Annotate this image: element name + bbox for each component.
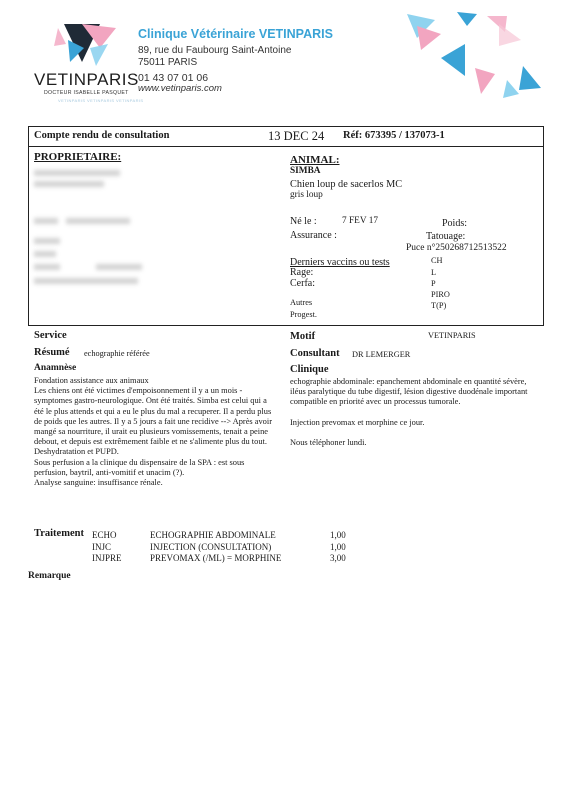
treatment-code: INJPRE — [92, 553, 122, 563]
anamnese-label: Anamnèse — [34, 363, 77, 373]
chip-number: Puce n°250268712513522 — [406, 243, 507, 253]
owner-name-redacted — [34, 170, 120, 176]
anamnese-line: debout, et depuis est extrêmement faible et ne s'alimente plus du tout. — [34, 437, 267, 447]
animal-color: gris loup — [290, 190, 323, 200]
consultant-value: DR LEMERGER — [352, 350, 411, 359]
treatment-qty: 1,00 — [330, 542, 346, 552]
clinic-phone: 01 43 07 01 06 — [138, 72, 209, 84]
service-label: Service — [34, 330, 67, 341]
anamnese-line: symptomes gastro-neurologique. Ont été traités. Simba est celui qui a — [34, 396, 267, 406]
clinique-line: echographie abdominale: epanchement abdominale en quantité sévère, — [290, 377, 527, 386]
table-row — [0, 553, 566, 565]
vaccine-code-l: L — [431, 268, 437, 277]
clinique-label: Clinique — [290, 364, 329, 375]
treatment-qty: 1,00 — [330, 530, 346, 540]
vaccines-title: Derniers vaccins ou tests — [290, 257, 390, 268]
owner-title: PROPRIETAIRE: — [34, 151, 122, 163]
brand-subtitle-faint: VETINPARIS VETINPARIS VETINPARIS — [58, 98, 144, 103]
report-date: 13 DEC 24 — [268, 129, 325, 143]
vaccine-code-tp: T(P) — [431, 301, 447, 310]
progest-label: Progest. — [290, 310, 317, 319]
born-label: Né le : — [290, 216, 317, 227]
resume-value: echographie référée — [84, 349, 150, 358]
anamnese-line: Les chiens ont été victimes d'empoisonnement il y a un mois - — [34, 386, 243, 396]
treatment-desc: PREVOMAX (/ML) = MORPHINE — [150, 553, 282, 563]
anamnese-line: Fondation assistance aux animaux — [34, 376, 149, 385]
logo-triangles-icon — [34, 18, 134, 70]
clinique-text — [290, 377, 542, 408]
injection-line: Injection prevomax et morphine ce jour. — [290, 418, 425, 427]
owner-address-redacted-1 — [34, 218, 58, 224]
owner-firstname-redacted — [34, 181, 104, 187]
treatment-code: INJC — [92, 542, 112, 552]
insurance-label: Assurance : — [290, 230, 337, 241]
treatment-qty: 3,00 — [330, 553, 346, 563]
clinic-website: www.vetinparis.com — [138, 83, 222, 94]
anamnese-line: Sous perfusion a la clinique du dispensaire de la SPA : est sous — [34, 457, 245, 467]
rage-label: Rage: — [290, 267, 314, 278]
clinique-line: compatible en priorité avec un processus tumorale. — [290, 397, 461, 407]
weight-label: Poids: — [442, 218, 468, 229]
owner-city-redacted — [34, 238, 60, 244]
brand-name: VETINPARIS — [34, 70, 139, 89]
table-row — [0, 530, 566, 542]
owner-email-redacted — [34, 278, 138, 284]
anamnese-line: de poids que les autres. Il y a 5 jours a fait une recidive --> Après avoir — [34, 416, 272, 426]
clinique-line: iléus paralytique du tube digestif, lésion digestive duodénale important — [290, 387, 528, 397]
owner-mobile-label-redacted — [34, 264, 60, 270]
anamnese-line: Analyse sanguine: insuffisance rénale. — [34, 478, 163, 488]
born-value: 7 FEV 17 — [342, 216, 378, 226]
treatment-label: Traitement — [34, 528, 84, 539]
anamnese-line: perfusion, baytril, anti-vomitif et unacim (?). — [34, 467, 185, 477]
decorative-triangles-icon — [395, 10, 545, 110]
brand-subtitle: DOCTEUR ISABELLE PASQUET — [44, 90, 129, 96]
resume-label: Résumé — [34, 347, 70, 358]
animal-name: SIMBA — [290, 166, 321, 176]
consultant-label: Consultant — [290, 348, 340, 359]
anamnese-line: Deshydratation et PUPD. — [34, 447, 119, 457]
call-line: Nous téléphoner lundi. — [290, 438, 367, 447]
treatment-desc: ECHOGRAPHIE ABDOMINALE — [150, 530, 276, 540]
anamnese-text — [34, 376, 284, 488]
vaccine-code-ch: CH — [431, 256, 443, 265]
address-line2: 75011 PARIS — [138, 57, 198, 68]
vaccine-code-p: P — [431, 279, 436, 288]
address-line1: 89, rue du Faubourg Saint-Antoine — [138, 45, 292, 56]
motif-value: VETINPARIS — [428, 331, 476, 340]
box-divider — [28, 146, 544, 147]
report-reference: Réf: 673395 / 137073-1 — [343, 130, 445, 141]
cerfa-label: Cerfa: — [290, 278, 315, 289]
owner-mobile-redacted — [96, 264, 142, 270]
anamnese-line: mangé sa nourriture, il urait eu plusieurs vomissements, tenait a peine — [34, 427, 268, 437]
autres-label: Autres — [290, 298, 313, 307]
owner-phone-label-redacted — [34, 251, 56, 257]
treatment-desc: INJECTION (CONSULTATION) — [150, 542, 272, 552]
anamnese-line: été le plus attends et qui a eu le plus du mal a recuperer. Il a perdu plus — [34, 406, 272, 416]
tattoo-label: Tatouage: — [426, 231, 466, 242]
clinic-name: Clinique Vétérinaire VETINPARIS — [138, 27, 333, 41]
animal-breed: Chien loup de sacerlos MC — [290, 179, 403, 190]
vaccine-code-piro: PIRO — [431, 290, 450, 299]
remarque-label: Remarque — [28, 571, 71, 581]
motif-label: Motif — [290, 331, 316, 342]
animal-title: ANIMAL: — [290, 154, 340, 166]
owner-address-redacted-2 — [66, 218, 130, 224]
treatment-code: ECHO — [92, 530, 117, 540]
report-title: Compte rendu de consultation — [34, 130, 170, 141]
